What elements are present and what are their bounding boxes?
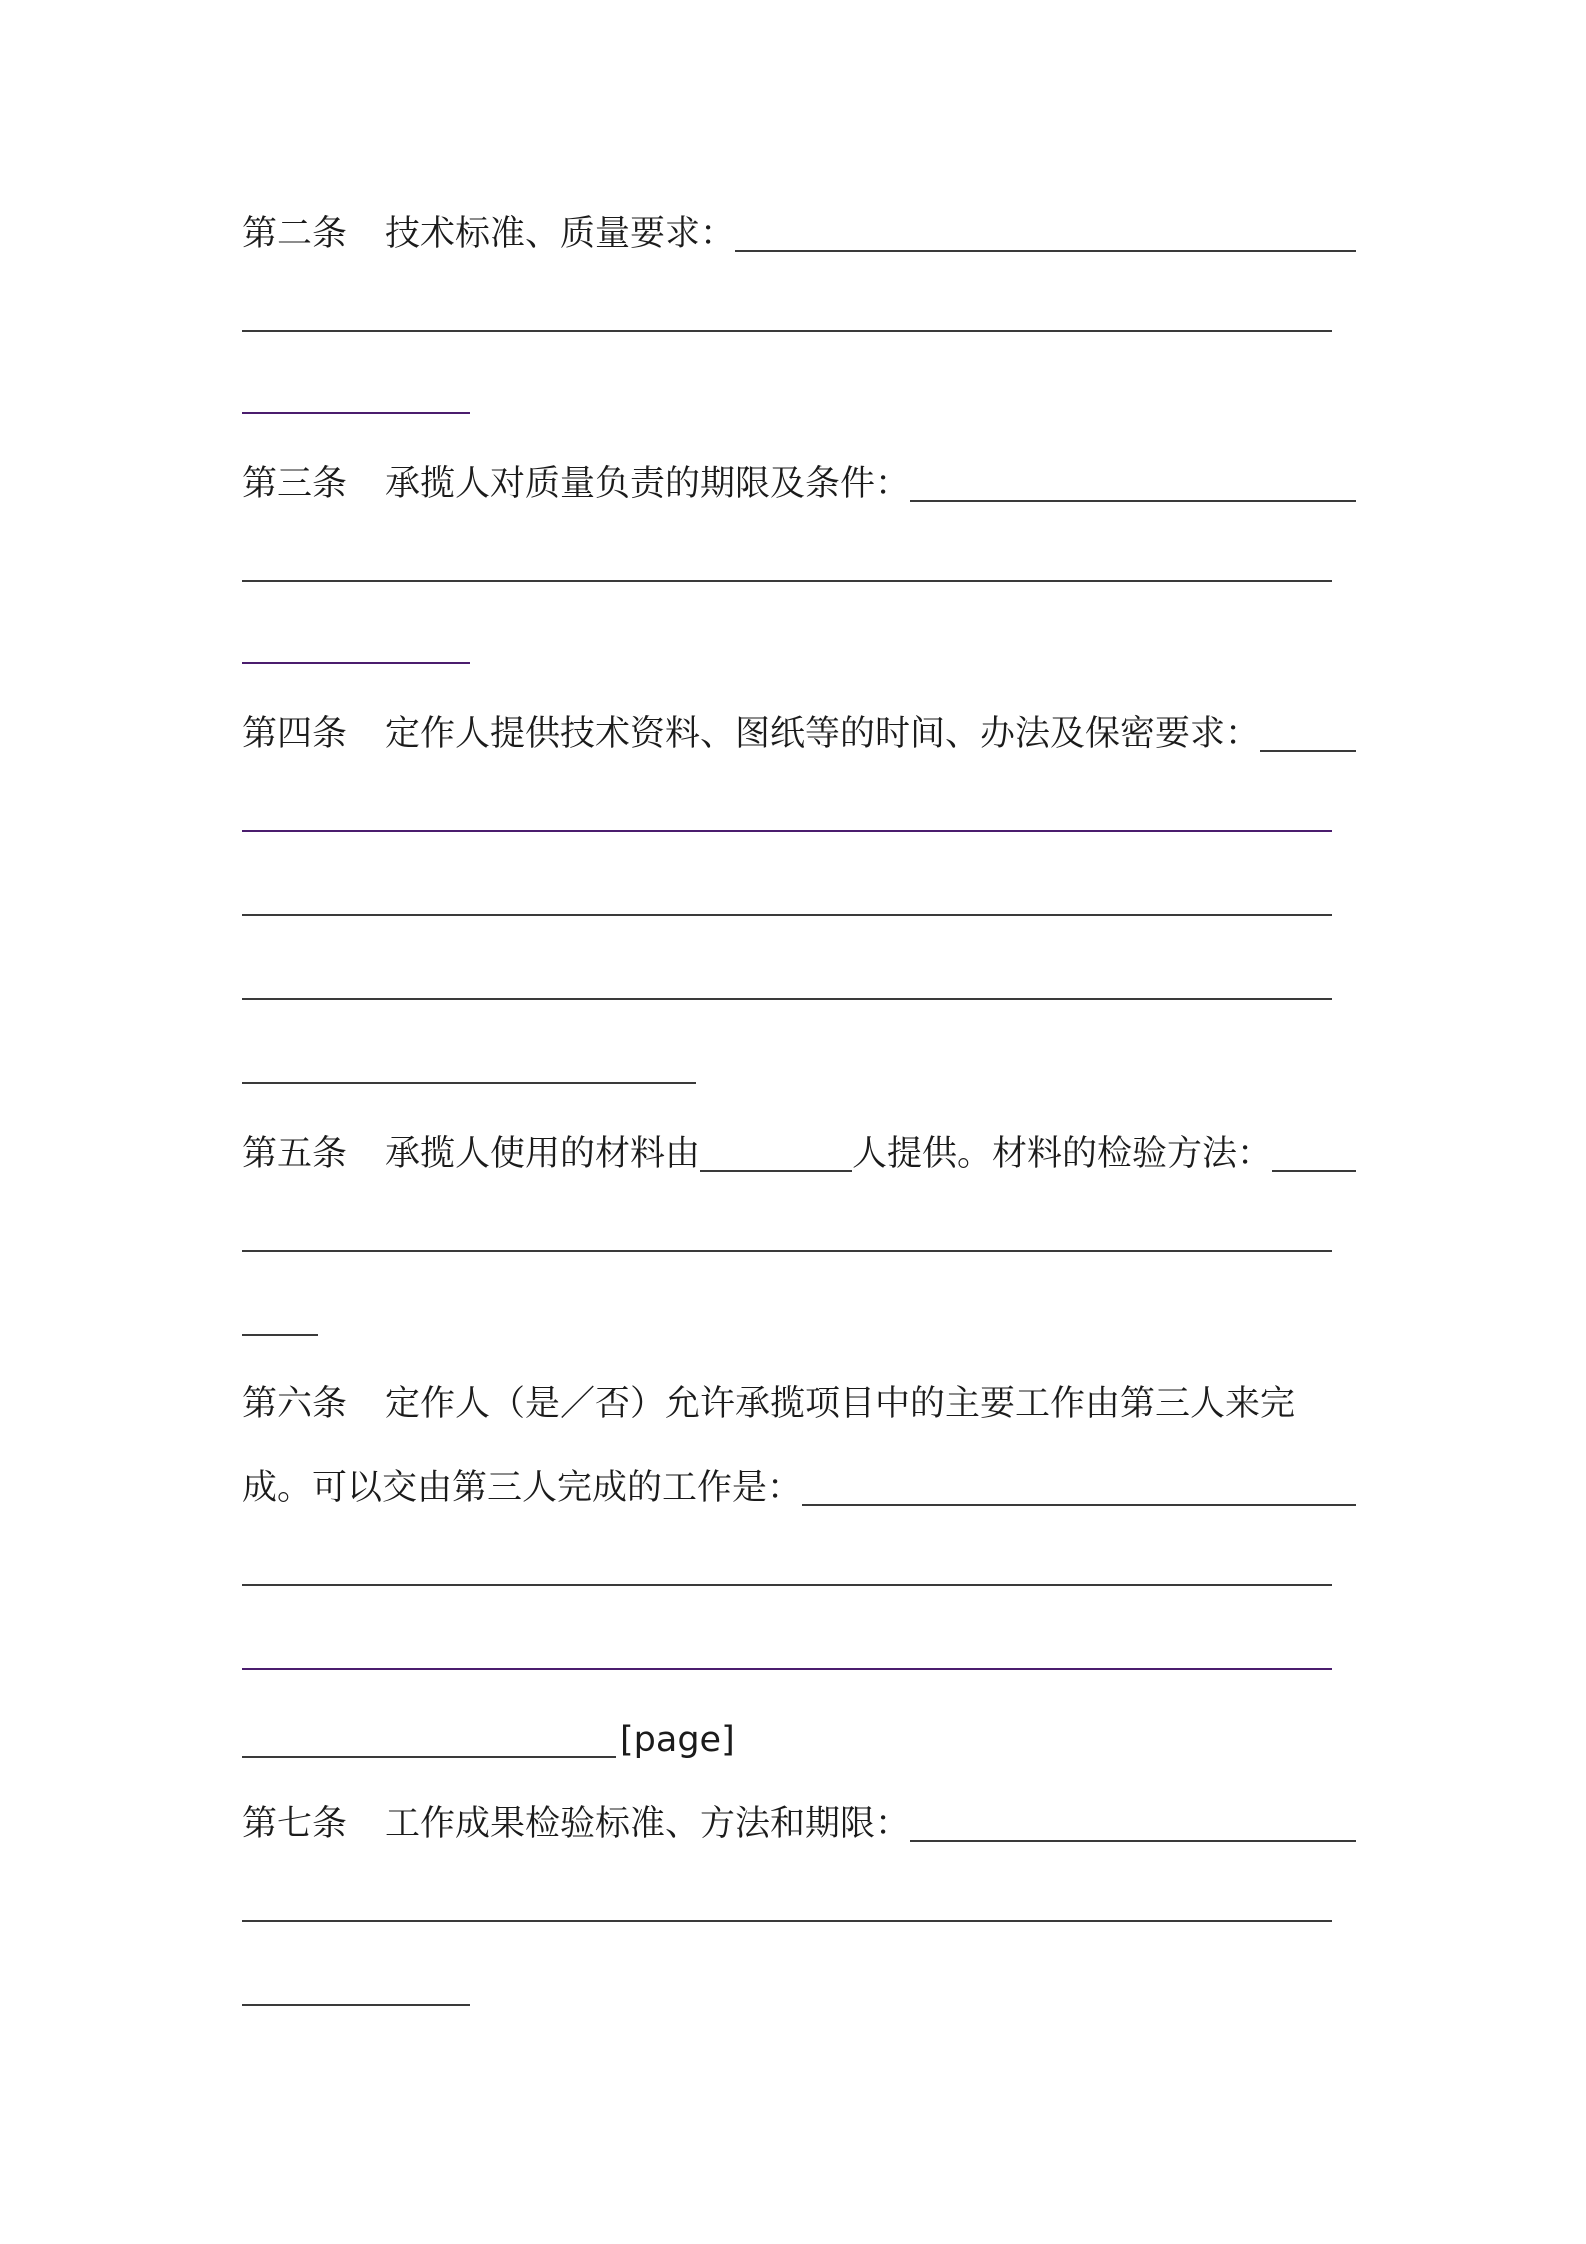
article-2-heading	[242, 170, 1356, 254]
article-6-blank-line[interactable]	[242, 1668, 1332, 1670]
article-5-text-after: 人提供。材料的检验方法：	[852, 1134, 1273, 1174]
article-4-number: 第四条	[242, 714, 348, 754]
article-6-text-line1: 定作人（是／否）允许承揽项目中的主要工作由第三人来完	[385, 1384, 1296, 1424]
article-5-blank[interactable]	[1272, 1170, 1356, 1172]
article-2-blank-line[interactable]	[242, 330, 1332, 332]
article-6-heading	[242, 1340, 1356, 1424]
article-3-text: 承揽人对质量负责的期限及条件：	[385, 464, 911, 504]
article-3-heading	[242, 420, 1356, 504]
article-2-blank[interactable]	[735, 250, 1356, 252]
article-5-material-provider-blank[interactable]	[700, 1170, 852, 1172]
article-4-blank[interactable]	[1260, 750, 1356, 752]
article-6-text-line2: 成。可以交由第三人完成的工作是：	[242, 1468, 803, 1508]
article-5-text-before: 承揽人使用的材料由	[385, 1134, 701, 1174]
article-6-blank[interactable]	[242, 1756, 616, 1758]
article-6-last-line	[242, 1676, 1356, 1760]
article-4-blank-line[interactable]	[242, 914, 1332, 916]
article-3-number: 第三条	[242, 464, 348, 504]
article-4-blank-line[interactable]	[242, 830, 1332, 832]
article-7-blank[interactable]	[910, 1840, 1356, 1842]
article-7-blank-line[interactable]	[242, 2004, 470, 2006]
article-5-blank-line[interactable]	[242, 1250, 1332, 1252]
article-2-blank-line[interactable]	[242, 412, 470, 414]
article-5-number: 第五条	[242, 1134, 348, 1174]
article-4-text: 定作人提供技术资料、图纸等的时间、办法及保密要求：	[385, 714, 1261, 754]
article-6-continuation	[242, 1424, 1356, 1508]
article-2-number: 第二条	[242, 214, 348, 254]
article-4-blank-line[interactable]	[242, 1082, 696, 1084]
article-6-blank-line[interactable]	[242, 1584, 1332, 1586]
article-6-number: 第六条	[242, 1384, 348, 1424]
article-6-blank[interactable]	[802, 1504, 1356, 1506]
article-3-blank-line[interactable]	[242, 580, 1332, 582]
article-2-text: 技术标准、质量要求：	[385, 214, 736, 254]
article-5-blank-line[interactable]	[242, 1334, 318, 1336]
article-4-blank-line[interactable]	[242, 998, 1332, 1000]
article-5-heading	[242, 1090, 1356, 1174]
article-7-heading	[242, 1760, 1356, 1844]
page-marker: [page]	[620, 1720, 735, 1760]
article-7-text: 工作成果检验标准、方法和期限：	[385, 1804, 911, 1844]
article-7-number: 第七条	[242, 1804, 348, 1844]
article-4-heading	[242, 670, 1356, 754]
article-7-blank-line[interactable]	[242, 1920, 1332, 1922]
article-3-blank-line[interactable]	[242, 662, 470, 664]
article-3-blank[interactable]	[910, 500, 1356, 502]
